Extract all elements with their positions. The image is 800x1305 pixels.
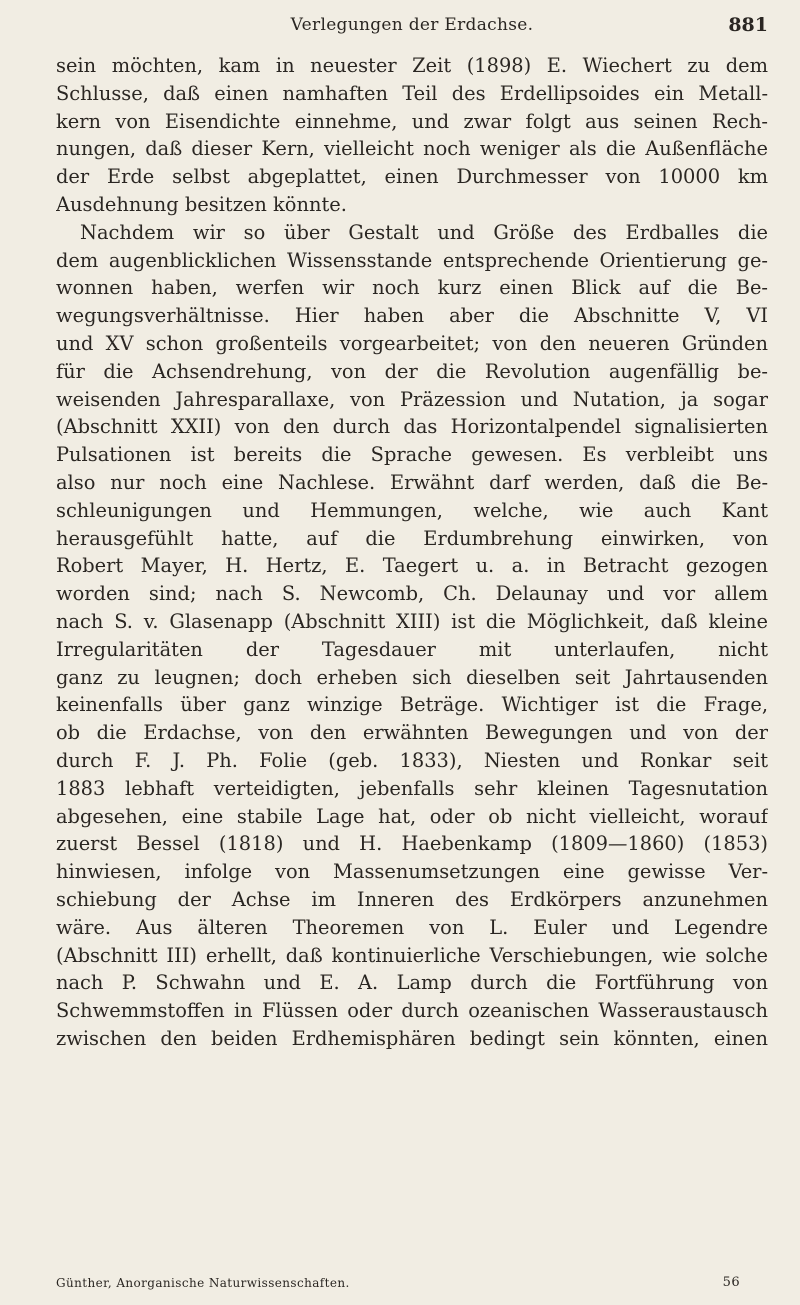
text-line: 1883 lebhaft verteidigten, jebenfalls sehr kleinen Tagesnutation xyxy=(56,776,768,800)
text-line: abgesehen, eine stabile Lage hat, oder ob nicht vielleicht, worauf xyxy=(56,804,768,828)
text-line: Ausdehnung besitzen könnte. xyxy=(56,192,347,216)
text-line: wäre. Aus älteren Theoremen von L. Euler und Legendre xyxy=(56,915,768,939)
footer-imprint: Günther, Anorganische Naturwissenschaften. xyxy=(56,1276,350,1290)
text-line: für die Achsendrehung, von der die Revolution augenfällig be- xyxy=(56,359,768,383)
text-line: weisenden Jahresparallaxe, von Präzession und Nutation, ja sogar xyxy=(56,387,768,411)
text-line: also nur noch eine Nachlese. Erwähnt darf werden, daß die Be- xyxy=(56,470,768,494)
text-line: dem augenblicklichen Wissensstande entsprechende Orientierung ge- xyxy=(56,248,768,272)
text-line: Pulsationen ist bereits die Sprache gewesen. Es verbleibt uns xyxy=(56,443,768,467)
text-line: ob die Erdachse, von den erwähnten Bewegungen und von der xyxy=(56,721,768,745)
text-line: hinwiesen, infolge von Massenumsetzungen eine gewisse Ver- xyxy=(56,860,768,884)
body-text xyxy=(56,52,768,1053)
running-head-title: Verlegungen der Erdachse. xyxy=(290,15,534,35)
text-line: keinenfalls über ganz winzige Beträge. Wichtiger ist die Frage, xyxy=(56,693,768,717)
text-line: worden sind; nach S. Newcomb, Ch. Delaunay und vor allem xyxy=(56,582,768,606)
running-head xyxy=(56,10,768,40)
page-footer xyxy=(56,1272,768,1294)
text-line: zwischen den beiden Erdhemisphären bedingt sein könnten, einen xyxy=(56,1026,768,1050)
text-line: nach S. v. Glasenapp (Abschnitt XIII) ist die Möglichkeit, daß kleine xyxy=(56,609,768,633)
text-line: durch F. J. Ph. Folie (geb. 1833), Niesten und Ronkar seit xyxy=(56,748,768,772)
text-line: wonnen haben, werfen wir noch kurz einen Blick auf die Be- xyxy=(56,276,768,300)
text-line: schleunigungen und Hemmungen, welche, wie auch Kant xyxy=(56,498,768,522)
text-line: nach P. Schwahn und E. A. Lamp durch die Fortführung von xyxy=(56,971,768,995)
text-line: schiebung der Achse im Inneren des Erdkörpers anzunehmen xyxy=(56,887,768,911)
text-line: sein möchten, kam in neuester Zeit (1898) E. Wiechert zu dem xyxy=(56,54,768,77)
signature-mark: 56 xyxy=(722,1275,740,1290)
paragraph-start-line: Nachdem wir so über Gestalt und Größe des Erdballes die xyxy=(80,220,768,244)
text-line: nungen, daß dieser Kern, vielleicht noch weniger als die Außenfläche xyxy=(56,137,768,161)
text-line: Schwemmstoffen in Flüssen oder durch ozeanischen Wasseraustausch xyxy=(56,999,768,1023)
text-line: zuerst Bessel (1818) und H. Haebenkamp (1809—1860) (1853) xyxy=(56,832,768,856)
page-number: 881 xyxy=(728,14,768,36)
text-line: (Abschnitt XXII) von den durch das Horizontalpendel signalisierten xyxy=(56,415,768,439)
text-line: Schlusse, daß einen namhaften Teil des Erdellipsoides ein Metall- xyxy=(56,81,768,105)
text-line: wegungsverhältnisse. Hier haben aber die Abschnitte V, VI xyxy=(56,304,768,328)
text-line: ganz zu leugnen; doch erheben sich dieselben seit Jahrtausenden xyxy=(56,665,768,689)
text-line: der Erde selbst abgeplattet, einen Durchmesser von 10000 km xyxy=(56,165,768,189)
text-line: Irregularitäten der Tagesdauer mit unterlaufen, nicht xyxy=(56,637,768,661)
text-line: und XV schon großenteils vorgearbeitet; von den neueren Gründen xyxy=(56,331,768,355)
text-line: kern von Eisendichte einnehme, und zwar folgt aus seinen Rech- xyxy=(56,109,768,133)
text-line: (Abschnitt III) erhellt, daß kontinuierliche Verschiebungen, wie solche xyxy=(56,943,768,967)
text-line: Robert Mayer, H. Hertz, E. Taegert u. a. in Betracht gezogen xyxy=(56,554,768,578)
text-line: herausgefühlt hatte, auf die Erdumbrehung einwirken, von xyxy=(56,526,768,550)
